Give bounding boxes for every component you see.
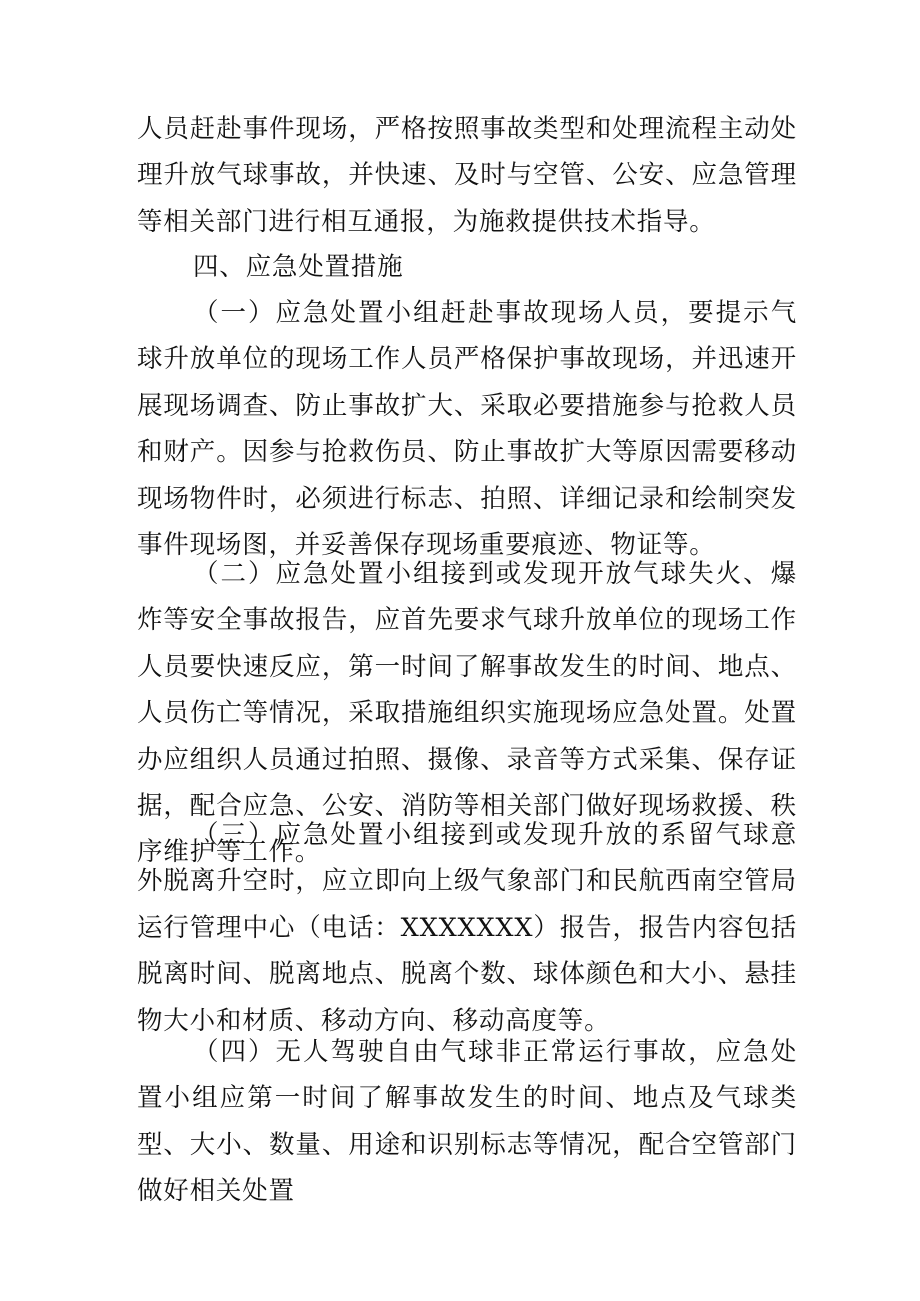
paragraph-item-2: （二）应急处置小组接到或发现开放气球失火、爆炸等安全事故报告，应首先要求气球升放单位的现场工作人员要快速反应，第一时间了解事故发生的时间、地点、人员伤亡等情况，采取措施组织实施现场应急处置。处置办应组织人员通过拍照、摄像、录音等方式采集、保存证据，配合应急、公安、消防等相关部门做好现场救援、秩序维护等工作。 — [137, 559, 797, 868]
paragraph-item-3: （三）应急处置小组接到或发现升放的系留气球意外脱离升空时，应立即向上级气象部门和民航西南空管局运行管理中心（电话：XXXXXXX）报告，报告内容包括脱离时间、脱离地点、脱离个数、球体颜色和大小、悬挂物大小和材质、移动方向、移动高度等。 — [137, 820, 797, 1036]
paragraph-item-4: （四）无人驾驶自由气球非正常运行事故，应急处置小组应第一时间了解事故发生的时间、地点及气球类型、大小、数量、用途和识别标志等情况，配合空管部门做好相关处置 — [137, 1037, 797, 1207]
paragraph-item-1: （一）应急处置小组赶赴事故现场人员，要提示气球升放单位的现场工作人员严格保护事故现场，并迅速开展现场调查、防止事故扩大、采取必要措施参与抢救人员和财产。因参与抢救伤员、防止事故扩大等原因需要移动现场物件时，必须进行标志、拍照、详细记录和绘制突发事件现场图，并妥善保存现场重要痕迹、物证等。 — [137, 298, 797, 561]
section-heading: 四、应急处置措施 — [193, 252, 404, 282]
paragraph-continuation: 人员赶赴事件现场，严格按照事故类型和处理流程主动处理升放气球事故，并快速、及时与空管、公安、应急管理等相关部门进行相互通报，为施救提供技术指导。 — [137, 114, 797, 237]
